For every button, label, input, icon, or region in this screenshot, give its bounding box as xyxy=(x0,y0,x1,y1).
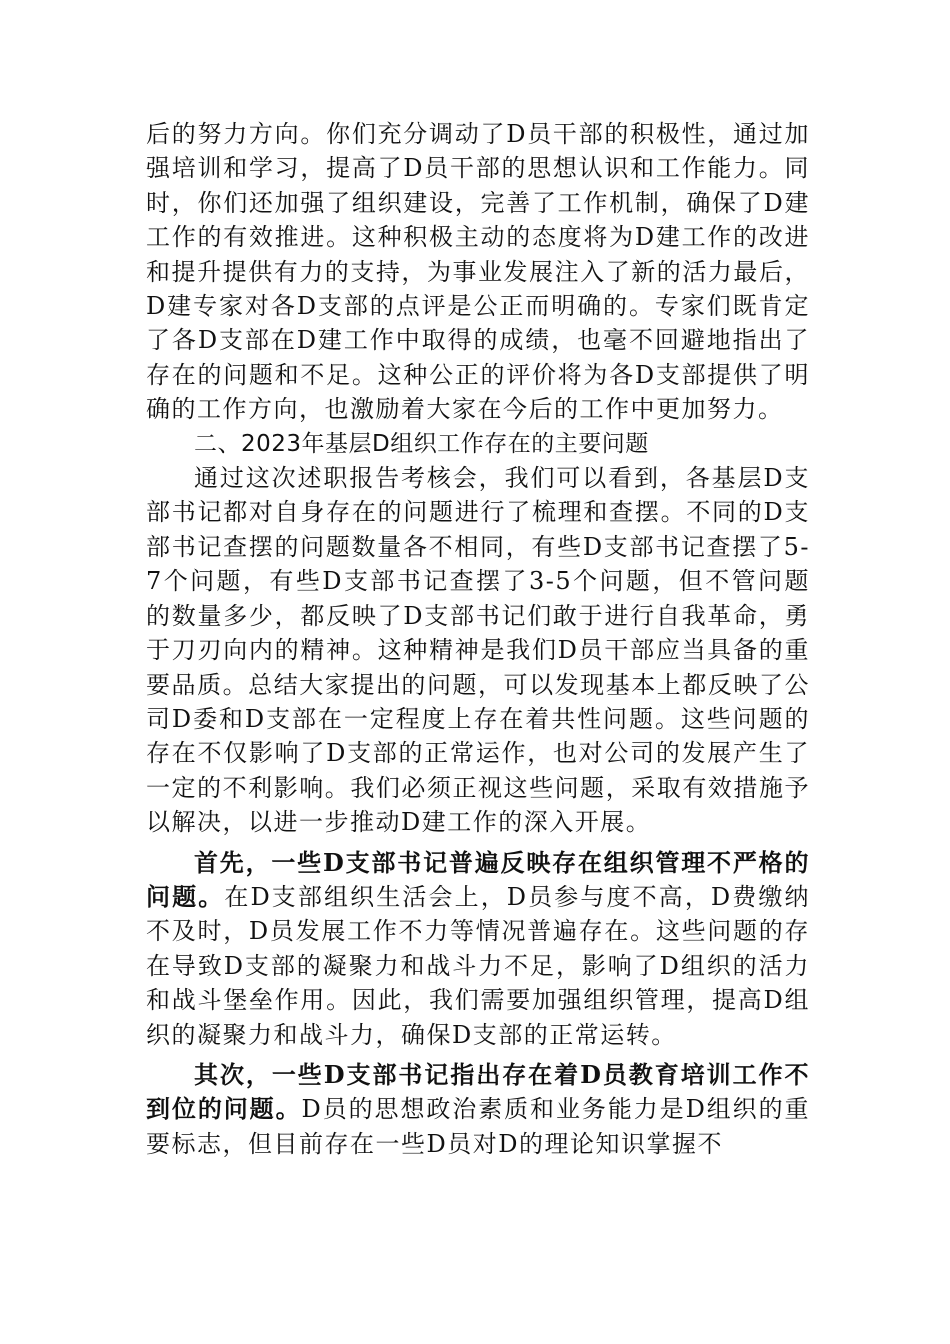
section-heading: 二、2023年基层D组织工作存在的主要问题 xyxy=(194,430,649,457)
first-problem-text: 在D支部组织生活会上，D员参与度不高，D费缴纳不及时，D员发展工作不力等情况普遍存在。这些问题的存在导致D支部的凝聚力和战斗力不足，影响了D组织的活力和战斗堡垒作用。因此，我们需要加强组织管理，提高D组织的凝聚力和战斗力，确保D支部的正常运转。 xyxy=(146,882,811,1049)
paragraph-second-problem xyxy=(146,1058,810,1161)
second-problem-lead: 其次，一些D支部书记指出存在着D员教育培训工作不到位的问题。 xyxy=(146,1059,810,1124)
paragraph-first-problem xyxy=(146,846,810,1052)
document-body xyxy=(146,117,810,1161)
paragraph-continuation: 后的努力方向。你们充分调动了D员干部的积极性，通过加强培训和学习，提高了D员干部的思想认识和工作能力。同时，你们还加强了组织建设，完善了工作机制，确保了D建工作的有效推进。这种积极主动的态度将为D建工作的改进和提升提供有力的支持，为事业发展注入了新的活力最后，D建专家对各D支部的点评是公正而明确的。专家们既肯定了各D支部在D建工作中取得的成绩，也毫不回避地指出了存在的问题和不足。这种公正的评价将为各D支部提供了明确的工作方向，也激励着大家在今后的工作中更加努力。 xyxy=(146,120,810,424)
second-problem-text: D员的思想政治素质和业务能力是D组织的重要标志，但目前存在一些D员对D的理论知识掌握不 xyxy=(146,1095,811,1158)
first-problem-lead: 首先，一些D支部书记普遍反映存在组织管理不严格的问题。 xyxy=(146,847,810,911)
paragraph-problems-intro: 通过这次述职报告考核会，我们可以看到，各基层D支部书记都对自身存在的问题进行了梳理和查摆。不同的D支部书记查摆的问题数量各不相同，有些D支部书记查摆了5-7个问题，有些D支部书记查摆了3-5个问题，但不管问题的数量多少，都反映了D支部书记们敢于进行自我革命，勇于刀刃向内的精神。这种精神是我们D员干部应当具备的重要品质。总结大家提出的问题，可以发现基本上都反映了公司D委和D支部在一定程度上存在着共性问题。这些问题的存在不仅影响了D支部的正常运作，也对公司的发展产生了一定的不利影响。我们必须正视这些问题，采取有效措施予以解决，以进一步推动D建工作的深入开展。 xyxy=(146,464,810,837)
